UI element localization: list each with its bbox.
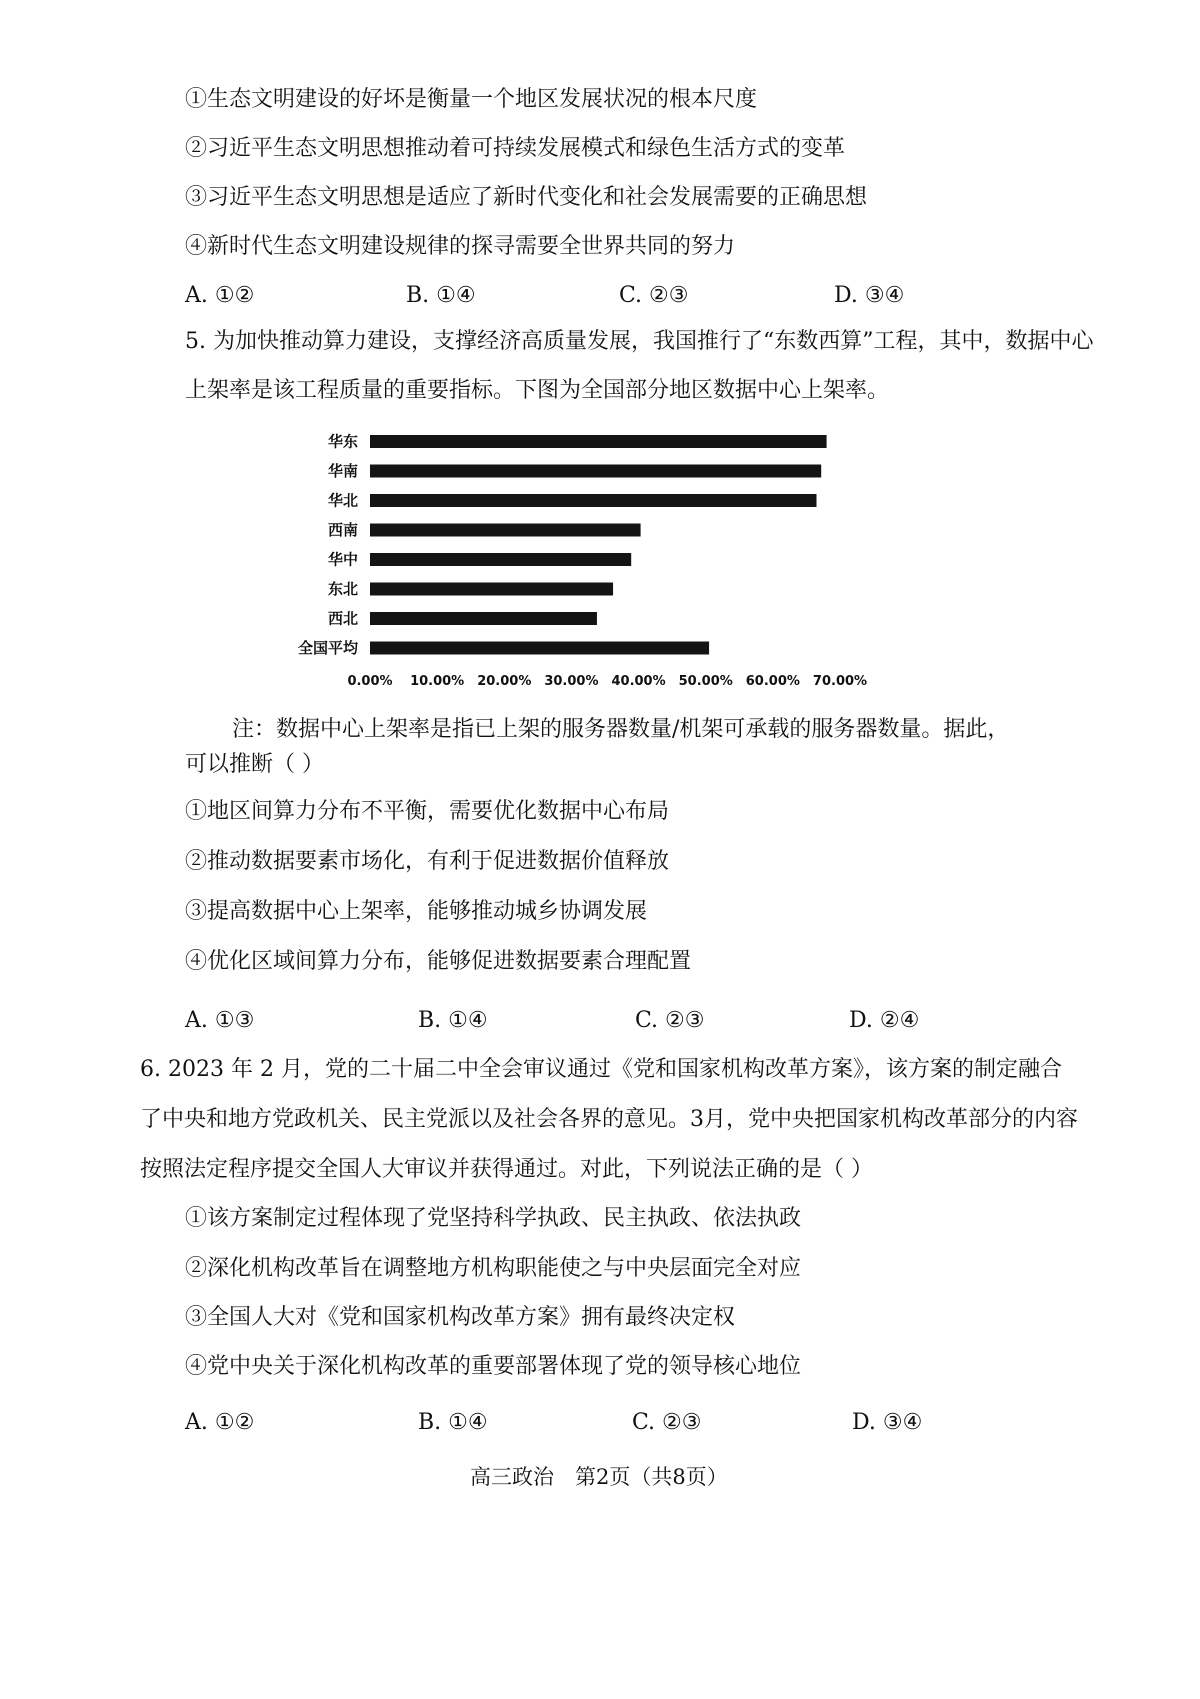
- q6-option-a[interactable]: A. ①②: [185, 1410, 255, 1435]
- q6-statement-2: ②深化机构改革旨在调整地方机构职能使之与中央层面完全对应: [185, 1256, 802, 1281]
- chart-bar: [370, 435, 827, 448]
- chart-bar: [370, 642, 709, 655]
- chart-x-tick-label: 20.00%: [477, 674, 532, 689]
- q5-note-line-1: 注：数据中心上架率是指已上架的服务器数量/机架可承载的服务器数量。据此，: [232, 717, 1010, 742]
- chart-category-labels: [298, 433, 359, 658]
- q5-option-b[interactable]: B. ①④: [418, 1008, 488, 1033]
- chart-bar: [370, 465, 821, 478]
- q5-statement-3: ③提高数据中心上架率，能够推动城乡协调发展: [185, 899, 648, 924]
- q6-option-c[interactable]: C. ②③: [632, 1410, 702, 1435]
- chart-x-tick-labels: [347, 674, 867, 689]
- q5-option-d[interactable]: D. ②④: [849, 1008, 920, 1033]
- chart-x-tick-label: 60.00%: [745, 674, 800, 689]
- q4-statement-4: ④新时代生态文明建设规律的探寻需要全世界共同的努力: [185, 234, 736, 259]
- q5-stem-line-1: 5. 为加快推动算力建设，支撑经济高质量发展，我国推行了“东数西算”工程，其中，数据中心: [185, 329, 1094, 354]
- chart-category-label: 全国平均: [297, 639, 358, 657]
- chart-bar: [370, 524, 641, 537]
- q5-statement-1: ①地区间算力分布不平衡，需要优化数据中心布局: [185, 799, 670, 824]
- q6-stem-line-2: 了中央和地方党政机关、民主党派以及社会各界的意见。3月，党中央把国家机构改革部分的内容: [140, 1107, 1079, 1132]
- q5-stem-line-2: 上架率是该工程质量的重要指标。下图为全国部分地区数据中心上架率。: [185, 378, 890, 403]
- q6-stem-line-3: 按照法定程序提交全国人大审议并获得通过。对此，下列说法正确的是（ ）: [140, 1157, 873, 1182]
- chart-x-tick-label: 70.00%: [812, 674, 868, 689]
- q5-option-a[interactable]: A. ①③: [185, 1008, 255, 1033]
- chart-bar: [370, 553, 631, 566]
- q6-statement-4: ④党中央关于深化机构改革的重要部署体现了党的领导核心地位: [185, 1354, 802, 1379]
- chart-x-tick-label: 10.00%: [410, 674, 465, 689]
- q4-statement-1: ①生态文明建设的好坏是衡量一个地区发展状况的根本尺度: [185, 87, 758, 112]
- q4-statement-2: ②习近平生态文明思想推动着可持续发展模式和绿色生活方式的变革: [185, 136, 846, 161]
- q6-statement-3: ③全国人大对《党和国家机构改革方案》拥有最终决定权: [185, 1305, 736, 1330]
- chart-bar: [370, 583, 613, 596]
- chart-x-tick-label: 0.00%: [347, 674, 393, 689]
- q4-option-d[interactable]: D. ③④: [834, 283, 905, 308]
- q4-option-c[interactable]: C. ②③: [619, 283, 689, 308]
- chart-category-label: 华南: [327, 462, 358, 480]
- q6-option-b[interactable]: B. ①④: [418, 1410, 488, 1435]
- chart-x-tick-label: 30.00%: [544, 674, 599, 689]
- q5-option-c[interactable]: C. ②③: [635, 1008, 705, 1033]
- page-footer: 高三政治 第2页（共8页）: [470, 1465, 728, 1489]
- chart-category-label: 华北: [327, 491, 358, 510]
- q5-statement-4: ④优化区域间算力分布，能够促进数据要素合理配置: [185, 949, 692, 974]
- q5-note-line-2: 可以推断（ ）: [185, 752, 324, 777]
- q6-option-d[interactable]: D. ③④: [852, 1410, 923, 1435]
- chart-category-label: 西北: [327, 609, 358, 628]
- chart-x-tick-label: 40.00%: [611, 674, 666, 689]
- chart-bar: [370, 494, 817, 507]
- chart-category-label: 华中: [327, 550, 358, 569]
- data-center-rack-rate-chart: [260, 425, 960, 700]
- q4-option-b[interactable]: B. ①④: [406, 283, 476, 308]
- q5-statement-2: ②推动数据要素市场化，有利于促进数据价值释放: [185, 849, 670, 874]
- chart-category-label: 东北: [327, 580, 358, 598]
- q6-statement-1: ①该方案制定过程体现了党坚持科学执政、民主执政、依法执政: [185, 1206, 802, 1231]
- chart-bar: [370, 612, 597, 625]
- chart-bars: [370, 435, 827, 655]
- q4-statement-3: ③习近平生态文明思想是适应了新时代变化和社会发展需要的正确思想: [185, 185, 868, 210]
- q4-option-a[interactable]: A. ①②: [185, 283, 255, 308]
- q6-stem-line-1: 6. 2023 年 2 月，党的二十届二中全会审议通过《党和国家机构改革方案》，该方案的制定融合: [140, 1057, 1062, 1082]
- chart-category-label: 华东: [327, 432, 358, 451]
- chart-x-tick-label: 50.00%: [678, 674, 733, 689]
- chart-category-label: 西南: [327, 521, 358, 539]
